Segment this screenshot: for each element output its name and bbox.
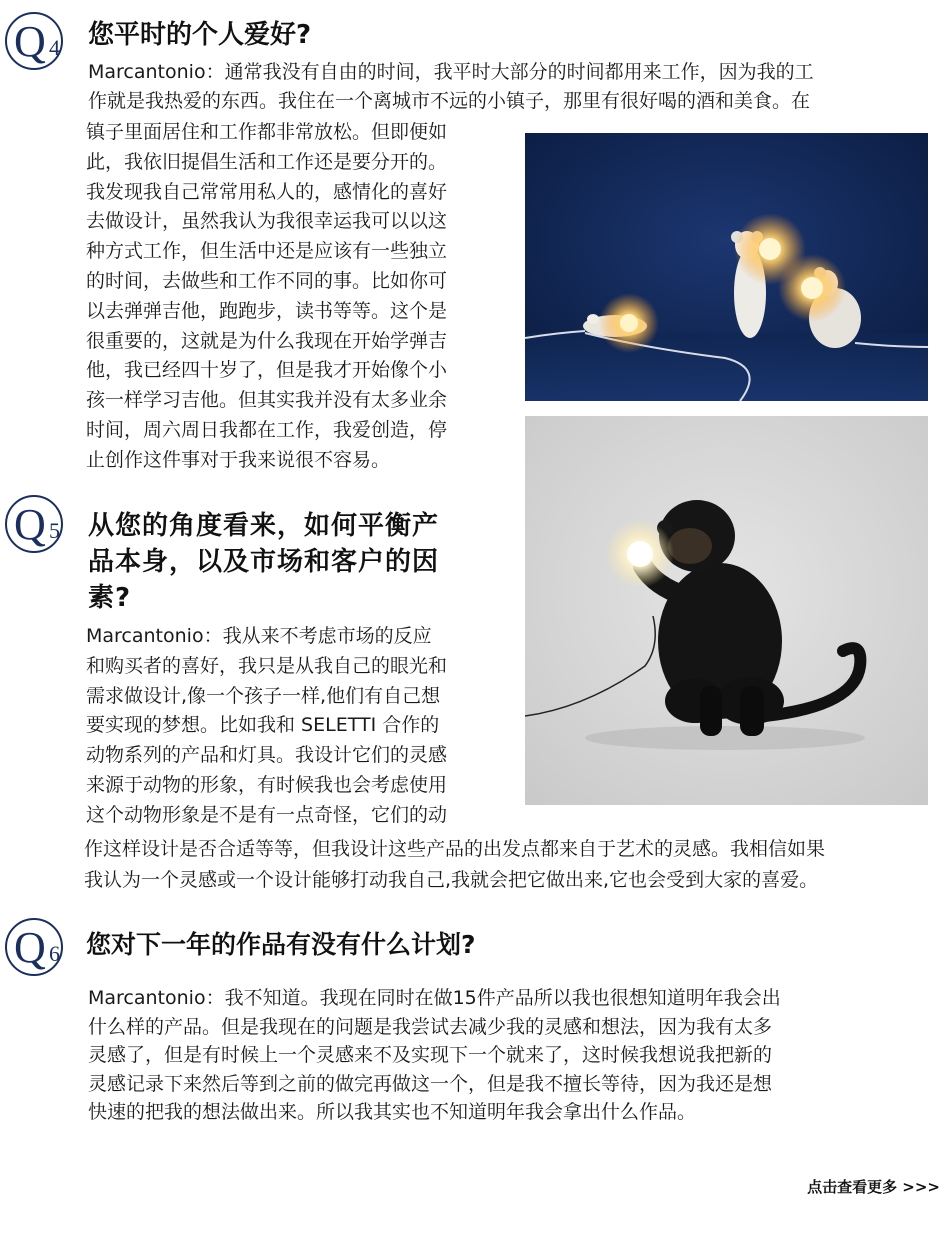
q4-title: 您平时的个人爱好? (88, 20, 312, 50)
q4-line: 以去弹弹吉他，跑跑步，读书等等。这个是 (86, 299, 448, 322)
q4-line: 的时间，去做些和工作不同的事。比如你可 (86, 269, 448, 292)
q4-badge (5, 12, 63, 70)
q5-answer-full (84, 834, 825, 896)
q6-line: Marcantonio：我不知道。我现在同时在做15件产品所以我也很想知道明年我会出 (88, 987, 781, 1009)
q5-badge-number: 5 (49, 518, 60, 543)
q5-line: 和购买者的喜好，我只是从我自己的眼光和 (86, 654, 448, 677)
q4-answer-left (86, 118, 447, 476)
q4-line: 我发现我自己常常用私人的，感情化的喜好 (86, 180, 448, 203)
q5-line: 作这样设计是否合适等等，但我设计这些产品的出发点都来自于艺术的灵感。我相信如果 (84, 838, 826, 860)
q5-line: 这个动物形象是不是有一点奇怪，它们的动 (86, 803, 448, 826)
monkey-lamp-photo (525, 416, 928, 805)
q6-badge (5, 918, 63, 976)
q6-line: 快速的把我的想法做出来。所以我其实也不知道明年我会拿出什么作品。 (88, 1101, 697, 1123)
q4-line: 孩一样学习吉他。但其实我并没有太多业余 (86, 389, 448, 412)
q4-line: 他，我已经四十岁了，但是我才开始像个小 (86, 359, 448, 382)
q6-line: 灵感了，但是有时候上一个灵感来不及实现下一个就来了，这时候我想说我把新的 (88, 1044, 773, 1066)
q5-title-line: 品本身，以及市场和客户的因 (88, 547, 440, 577)
q6-line: 什么样的产品。但是我现在的问题是我尝试去减少我的灵感和想法，因为我有太多 (88, 1015, 773, 1038)
q4-line: 止创作这件事对于我来说很不容易。 (86, 448, 391, 471)
q4-line: 去做设计，虽然我认为我很幸运我可以以这 (86, 210, 448, 233)
q5-line: 需求做设计,像一个孩子一样,他们有自己想 (86, 684, 441, 707)
q5-title-line: 从您的角度看来，如何平衡产 (88, 511, 440, 541)
q4-badge-letter: Q (14, 17, 46, 66)
q6-badge-number: 6 (49, 941, 60, 966)
monkey-lamp-illustration (525, 416, 928, 805)
q4-line: 镇子里面居住和工作都非常放松。但即便如 (86, 121, 448, 143)
q4-answer-full (88, 58, 814, 115)
q5-line: Marcantonio：我从来不考虑市场的反应 (86, 625, 432, 647)
q4-line: 作就是我热爱的东西。我住在一个离城市不远的小镇子，那里有很好喝的酒和美食。在 (88, 89, 811, 112)
q5-line: 动物系列的产品和灯具。我设计它们的灵感 (86, 744, 448, 767)
q5-badge-letter: Q (14, 500, 46, 549)
q6-line: 灵感记录下来然后等到之前的做完再做这一个，但是我不擅长等待，因为我还是想 (88, 1072, 773, 1095)
q6-badge-letter: Q (14, 923, 46, 972)
q5-line: 要实现的梦想。比如我和 SELETTI 合作的 (86, 714, 440, 737)
read-more-link[interactable]: 点击查看更多 >>> (807, 1178, 940, 1196)
q4-line: 种方式工作，但生活中还是应该有一些独立 (86, 240, 448, 263)
q6-title: 您对下一年的作品有没有什么计划? (86, 930, 476, 959)
q4-badge-number: 4 (49, 35, 60, 60)
q5-line: 来源于动物的形象，有时候我也会考虑使用 (86, 773, 448, 796)
q4-line: 时间，周六周日我都在工作，我爱创造，停 (86, 418, 448, 441)
q4-line: 此，我依旧提倡生活和工作还是要分开的。 (86, 150, 448, 173)
mouse-lamps-photo (525, 133, 928, 401)
q5-badge (5, 495, 63, 553)
q5-title-line: 素? (88, 583, 132, 613)
q5-title (88, 508, 439, 616)
q5-answer-left (86, 622, 447, 831)
q6-answer (88, 984, 781, 1127)
q4-line: Marcantonio：通常我没有自由的时间，我平时大部分的时间都用来工作，因为我的工 (88, 61, 814, 83)
mouse-lamps-illustration (525, 133, 928, 401)
q4-line: 很重要的，这就是为什么我现在开始学弹吉 (86, 329, 448, 352)
q5-line: 我认为一个灵感或一个设计能够打动我自己,我就会把它做出来,它也会受到大家的喜爱。 (84, 869, 819, 891)
